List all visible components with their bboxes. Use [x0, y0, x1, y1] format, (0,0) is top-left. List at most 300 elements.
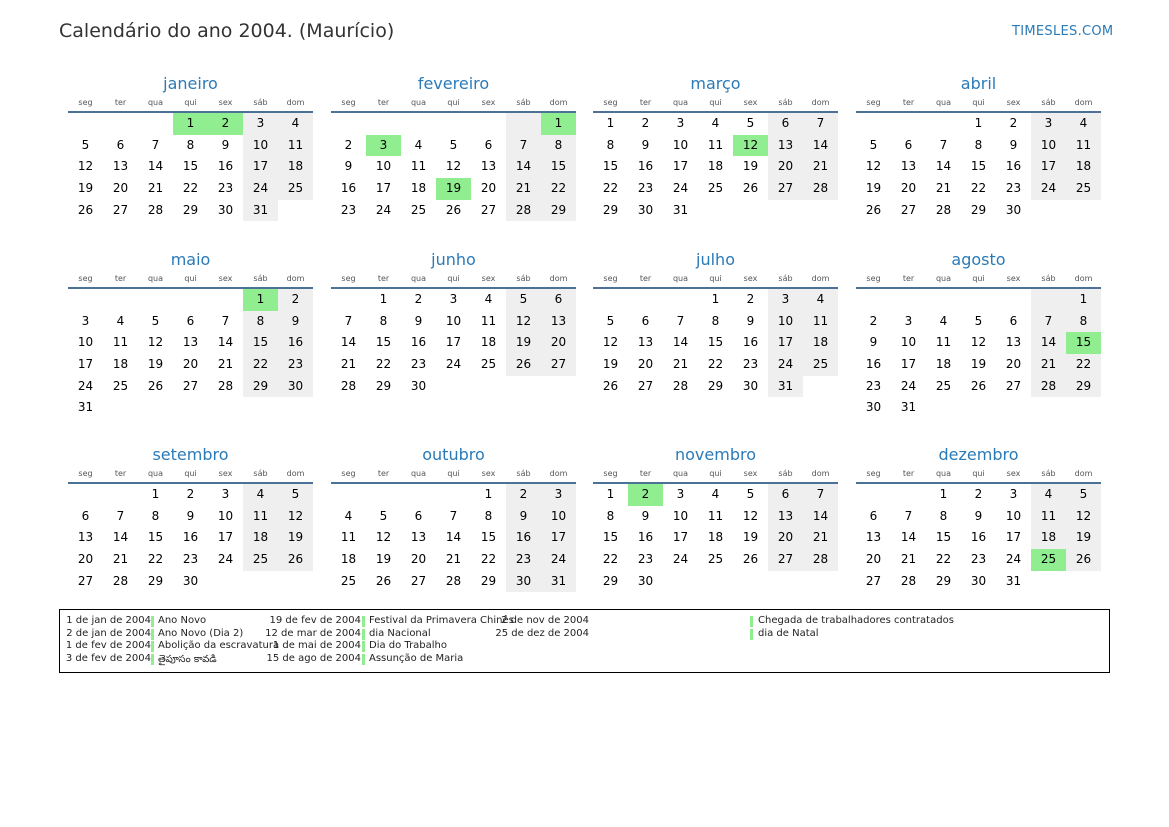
- day-cell[interactable]: 6: [768, 484, 803, 506]
- day-cell[interactable]: 6: [641, 313, 650, 328]
- day-cell[interactable]: 4: [278, 113, 313, 135]
- day-cell[interactable]: 27: [768, 549, 803, 571]
- day-cell[interactable]: 22: [541, 178, 576, 200]
- day-cell[interactable]: 13: [182, 335, 199, 350]
- day-cell[interactable]: 1: [151, 487, 160, 501]
- day-cell[interactable]: 11: [707, 508, 724, 523]
- day-cell[interactable]: 15: [480, 530, 497, 545]
- day-cell[interactable]: 9: [221, 137, 230, 152]
- day-cell[interactable]: 3: [676, 116, 685, 130]
- day-cell[interactable]: 1: [711, 292, 720, 306]
- day-cell[interactable]: 27: [77, 573, 94, 588]
- day-cell[interactable]: 5: [606, 313, 615, 328]
- day-cell[interactable]: 3: [449, 292, 458, 306]
- day-cell[interactable]: 7: [803, 113, 838, 135]
- day-cell[interactable]: 12: [278, 506, 313, 528]
- day-cell[interactable]: 9: [506, 506, 541, 528]
- day-cell[interactable]: 10: [445, 313, 462, 328]
- day-cell[interactable]: 27: [182, 378, 199, 393]
- day-cell[interactable]: 3: [904, 313, 913, 328]
- day-cell[interactable]: 26: [742, 552, 759, 567]
- day-cell[interactable]: 31: [900, 400, 917, 415]
- day-cell[interactable]: 23: [637, 181, 654, 196]
- day-cell[interactable]: 14: [803, 506, 838, 528]
- day-cell[interactable]: 17: [243, 156, 278, 178]
- day-cell[interactable]: 25: [112, 378, 129, 393]
- day-cell[interactable]: 26: [506, 354, 541, 376]
- day-cell[interactable]: 13: [637, 335, 654, 350]
- day-cell[interactable]: 4: [484, 292, 493, 306]
- day-cell[interactable]: 30: [637, 202, 654, 217]
- day-cell[interactable]: 6: [484, 137, 493, 152]
- day-cell[interactable]: 18: [480, 335, 497, 350]
- day-cell[interactable]: 2: [506, 484, 541, 506]
- day-cell[interactable]: 8: [606, 137, 615, 152]
- day-cell[interactable]: 2: [344, 137, 353, 152]
- day-cell[interactable]: 22: [182, 181, 199, 196]
- day-cell[interactable]: 26: [375, 573, 392, 588]
- day-cell[interactable]: 18: [1031, 527, 1066, 549]
- day-cell[interactable]: 22: [147, 552, 164, 567]
- day-cell[interactable]: 7: [151, 137, 160, 152]
- day-cell[interactable]: 9: [186, 508, 195, 523]
- day-cell[interactable]: 20: [900, 181, 917, 196]
- day-cell[interactable]: 5: [449, 137, 458, 152]
- day-cell[interactable]: 16: [865, 357, 882, 372]
- day-cell[interactable]: 28: [803, 549, 838, 571]
- day-cell[interactable]: 10: [672, 508, 689, 523]
- day-cell[interactable]: 18: [340, 552, 357, 567]
- day-cell[interactable]: 26: [77, 202, 94, 217]
- day-cell[interactable]: 28: [935, 202, 952, 217]
- day-cell[interactable]: 3: [366, 135, 401, 157]
- day-cell[interactable]: 18: [410, 181, 427, 196]
- day-cell[interactable]: 13: [865, 530, 882, 545]
- day-cell[interactable]: 29: [243, 376, 278, 398]
- day-cell[interactable]: 8: [974, 137, 983, 152]
- day-cell[interactable]: 5: [81, 137, 90, 152]
- day-cell[interactable]: 4: [116, 313, 125, 328]
- day-cell[interactable]: 15: [602, 530, 619, 545]
- day-cell[interactable]: 12: [147, 335, 164, 350]
- day-cell[interactable]: 28: [445, 573, 462, 588]
- day-cell[interactable]: 9: [869, 335, 878, 350]
- day-cell[interactable]: 17: [672, 530, 689, 545]
- day-cell[interactable]: 19: [436, 178, 471, 200]
- day-cell[interactable]: 17: [77, 357, 94, 372]
- day-cell[interactable]: 2: [746, 292, 755, 306]
- day-cell[interactable]: 12: [865, 159, 882, 174]
- day-cell[interactable]: 6: [541, 289, 576, 311]
- day-cell[interactable]: 7: [939, 137, 948, 152]
- day-cell[interactable]: 30: [970, 573, 987, 588]
- day-cell[interactable]: 5: [1066, 484, 1101, 506]
- day-cell[interactable]: 13: [410, 530, 427, 545]
- day-cell[interactable]: 11: [410, 159, 427, 174]
- day-cell[interactable]: 11: [935, 335, 952, 350]
- day-cell[interactable]: 19: [1066, 527, 1101, 549]
- day-cell[interactable]: 5: [506, 289, 541, 311]
- day-cell[interactable]: 1: [173, 113, 208, 135]
- day-cell[interactable]: 15: [935, 530, 952, 545]
- day-cell[interactable]: 22: [602, 181, 619, 196]
- day-cell[interactable]: 24: [375, 202, 392, 217]
- day-cell[interactable]: 15: [602, 159, 619, 174]
- day-cell[interactable]: 20: [768, 156, 803, 178]
- day-cell[interactable]: 13: [1005, 335, 1022, 350]
- day-cell[interactable]: 25: [480, 357, 497, 372]
- day-cell[interactable]: 23: [340, 202, 357, 217]
- day-cell[interactable]: 28: [217, 378, 234, 393]
- day-cell[interactable]: 3: [221, 487, 230, 501]
- day-cell[interactable]: 16: [637, 530, 654, 545]
- day-cell[interactable]: 13: [112, 159, 129, 174]
- day-cell[interactable]: 3: [1009, 487, 1018, 501]
- day-cell[interactable]: 23: [217, 181, 234, 196]
- day-cell[interactable]: 24: [77, 378, 94, 393]
- day-cell[interactable]: 6: [414, 508, 423, 523]
- day-cell[interactable]: 16: [278, 332, 313, 354]
- day-cell[interactable]: 24: [445, 357, 462, 372]
- day-cell[interactable]: 25: [707, 181, 724, 196]
- day-cell[interactable]: 1: [541, 113, 576, 135]
- day-cell[interactable]: 7: [1031, 311, 1066, 333]
- day-cell[interactable]: 25: [707, 552, 724, 567]
- day-cell[interactable]: 25: [340, 573, 357, 588]
- day-cell[interactable]: 2: [974, 487, 983, 501]
- day-cell[interactable]: 20: [768, 527, 803, 549]
- day-cell[interactable]: 8: [243, 311, 278, 333]
- day-cell[interactable]: 30: [637, 573, 654, 588]
- day-cell[interactable]: 25: [803, 354, 838, 376]
- day-cell[interactable]: 4: [344, 508, 353, 523]
- day-cell[interactable]: 23: [865, 378, 882, 393]
- day-cell[interactable]: 1: [484, 487, 493, 501]
- day-cell[interactable]: 11: [340, 530, 357, 545]
- day-cell[interactable]: 18: [112, 357, 129, 372]
- day-cell[interactable]: 6: [869, 508, 878, 523]
- day-cell[interactable]: 19: [147, 357, 164, 372]
- day-cell[interactable]: 4: [414, 137, 423, 152]
- day-cell[interactable]: 5: [746, 116, 755, 130]
- day-cell[interactable]: 22: [1066, 354, 1101, 376]
- day-cell[interactable]: 13: [768, 135, 803, 157]
- day-cell[interactable]: 8: [379, 313, 388, 328]
- day-cell[interactable]: 9: [641, 137, 650, 152]
- day-cell[interactable]: 11: [480, 313, 497, 328]
- day-cell[interactable]: 10: [77, 335, 94, 350]
- day-cell[interactable]: 15: [970, 159, 987, 174]
- day-cell[interactable]: 6: [116, 137, 125, 152]
- day-cell[interactable]: 13: [900, 159, 917, 174]
- day-cell[interactable]: 11: [1031, 506, 1066, 528]
- day-cell[interactable]: 21: [803, 156, 838, 178]
- day-cell[interactable]: 20: [410, 552, 427, 567]
- day-cell[interactable]: 28: [900, 573, 917, 588]
- day-cell[interactable]: 14: [1031, 332, 1066, 354]
- day-cell[interactable]: 7: [506, 135, 541, 157]
- day-cell[interactable]: 10: [900, 335, 917, 350]
- day-cell[interactable]: 11: [112, 335, 129, 350]
- day-cell[interactable]: 17: [445, 335, 462, 350]
- day-cell[interactable]: 28: [1031, 376, 1066, 398]
- day-cell[interactable]: 24: [672, 552, 689, 567]
- day-cell[interactable]: 16: [340, 181, 357, 196]
- day-cell[interactable]: 14: [340, 335, 357, 350]
- day-cell[interactable]: 14: [935, 159, 952, 174]
- day-cell[interactable]: 13: [768, 506, 803, 528]
- day-cell[interactable]: 21: [445, 552, 462, 567]
- day-cell[interactable]: 21: [112, 552, 129, 567]
- day-cell[interactable]: 12: [742, 508, 759, 523]
- day-cell[interactable]: 23: [506, 549, 541, 571]
- day-cell[interactable]: 11: [803, 311, 838, 333]
- day-cell[interactable]: 31: [77, 400, 94, 415]
- day-cell[interactable]: 15: [375, 335, 392, 350]
- day-cell[interactable]: 12: [602, 335, 619, 350]
- day-cell[interactable]: 18: [1066, 156, 1101, 178]
- day-cell[interactable]: 6: [1009, 313, 1018, 328]
- day-cell[interactable]: 19: [742, 159, 759, 174]
- day-cell[interactable]: 20: [637, 357, 654, 372]
- day-cell[interactable]: 26: [742, 181, 759, 196]
- day-cell[interactable]: 7: [449, 508, 458, 523]
- day-cell[interactable]: 23: [637, 552, 654, 567]
- day-cell[interactable]: 20: [865, 552, 882, 567]
- day-cell[interactable]: 3: [541, 484, 576, 506]
- day-cell[interactable]: 7: [904, 508, 913, 523]
- day-cell[interactable]: 29: [935, 573, 952, 588]
- day-cell[interactable]: 30: [278, 376, 313, 398]
- day-cell[interactable]: 22: [970, 181, 987, 196]
- day-cell[interactable]: 30: [506, 571, 541, 593]
- day-cell[interactable]: 29: [147, 573, 164, 588]
- day-cell[interactable]: 7: [803, 484, 838, 506]
- day-cell[interactable]: 16: [1005, 159, 1022, 174]
- day-cell[interactable]: 25: [1066, 178, 1101, 200]
- day-cell[interactable]: 25: [410, 202, 427, 217]
- day-cell[interactable]: 9: [641, 508, 650, 523]
- day-cell[interactable]: 14: [506, 156, 541, 178]
- day-cell[interactable]: 9: [344, 159, 353, 174]
- day-cell[interactable]: 14: [112, 530, 129, 545]
- day-cell[interactable]: 8: [541, 135, 576, 157]
- day-cell[interactable]: 8: [186, 137, 195, 152]
- day-cell[interactable]: 19: [865, 181, 882, 196]
- day-cell[interactable]: 3: [81, 313, 90, 328]
- day-cell[interactable]: 2: [414, 292, 423, 306]
- day-cell[interactable]: 5: [869, 137, 878, 152]
- day-cell[interactable]: 20: [77, 552, 94, 567]
- day-cell[interactable]: 23: [742, 357, 759, 372]
- day-cell[interactable]: 21: [147, 181, 164, 196]
- day-cell[interactable]: 23: [970, 552, 987, 567]
- day-cell[interactable]: 28: [112, 573, 129, 588]
- day-cell[interactable]: 21: [340, 357, 357, 372]
- day-cell[interactable]: 22: [707, 357, 724, 372]
- day-cell[interactable]: 25: [1031, 549, 1066, 571]
- day-cell[interactable]: 22: [243, 354, 278, 376]
- day-cell[interactable]: 30: [1005, 202, 1022, 217]
- day-cell[interactable]: 21: [672, 357, 689, 372]
- day-cell[interactable]: 13: [541, 311, 576, 333]
- day-cell[interactable]: 11: [707, 137, 724, 152]
- day-cell[interactable]: 10: [1031, 135, 1066, 157]
- day-cell[interactable]: 10: [672, 137, 689, 152]
- day-cell[interactable]: 12: [733, 135, 768, 157]
- day-cell[interactable]: 2: [278, 289, 313, 311]
- day-cell[interactable]: 18: [243, 527, 278, 549]
- day-cell[interactable]: 10: [768, 311, 803, 333]
- day-cell[interactable]: 21: [217, 357, 234, 372]
- day-cell[interactable]: 17: [1031, 156, 1066, 178]
- day-cell[interactable]: 3: [676, 487, 685, 501]
- day-cell[interactable]: 1: [606, 116, 615, 130]
- day-cell[interactable]: 30: [742, 378, 759, 393]
- day-cell[interactable]: 15: [707, 335, 724, 350]
- day-cell[interactable]: 31: [768, 376, 803, 398]
- day-cell[interactable]: 18: [707, 159, 724, 174]
- day-cell[interactable]: 24: [541, 549, 576, 571]
- day-cell[interactable]: 26: [147, 378, 164, 393]
- day-cell[interactable]: 19: [602, 357, 619, 372]
- day-cell[interactable]: 16: [970, 530, 987, 545]
- day-cell[interactable]: 22: [480, 552, 497, 567]
- day-cell[interactable]: 6: [186, 313, 195, 328]
- day-cell[interactable]: 16: [182, 530, 199, 545]
- day-cell[interactable]: 31: [243, 200, 278, 222]
- day-cell[interactable]: 21: [803, 527, 838, 549]
- day-cell[interactable]: 15: [182, 159, 199, 174]
- day-cell[interactable]: 14: [900, 530, 917, 545]
- day-cell[interactable]: 17: [217, 530, 234, 545]
- day-cell[interactable]: 26: [1066, 549, 1101, 571]
- day-cell[interactable]: 16: [637, 159, 654, 174]
- day-cell[interactable]: 18: [935, 357, 952, 372]
- day-cell[interactable]: 8: [711, 313, 720, 328]
- day-cell[interactable]: 10: [541, 506, 576, 528]
- day-cell[interactable]: 29: [602, 573, 619, 588]
- day-cell[interactable]: 12: [970, 335, 987, 350]
- day-cell[interactable]: 27: [637, 378, 654, 393]
- day-cell[interactable]: 28: [672, 378, 689, 393]
- day-cell[interactable]: 5: [278, 484, 313, 506]
- day-cell[interactable]: 17: [672, 159, 689, 174]
- day-cell[interactable]: 17: [541, 527, 576, 549]
- day-cell[interactable]: 6: [904, 137, 913, 152]
- day-cell[interactable]: 12: [77, 159, 94, 174]
- day-cell[interactable]: 27: [900, 202, 917, 217]
- day-cell[interactable]: 8: [606, 508, 615, 523]
- day-cell[interactable]: 29: [707, 378, 724, 393]
- day-cell[interactable]: 21: [935, 181, 952, 196]
- day-cell[interactable]: 7: [221, 313, 230, 328]
- day-cell[interactable]: 31: [1005, 573, 1022, 588]
- day-cell[interactable]: 4: [803, 289, 838, 311]
- day-cell[interactable]: 2: [628, 484, 663, 506]
- day-cell[interactable]: 28: [340, 378, 357, 393]
- day-cell[interactable]: 16: [217, 159, 234, 174]
- day-cell[interactable]: 19: [278, 527, 313, 549]
- day-cell[interactable]: 27: [865, 573, 882, 588]
- day-cell[interactable]: 9: [278, 311, 313, 333]
- day-cell[interactable]: 24: [243, 178, 278, 200]
- day-cell[interactable]: 14: [445, 530, 462, 545]
- day-cell[interactable]: 20: [541, 332, 576, 354]
- day-cell[interactable]: 8: [939, 508, 948, 523]
- day-cell[interactable]: 29: [602, 202, 619, 217]
- day-cell[interactable]: 11: [278, 135, 313, 157]
- day-cell[interactable]: 15: [243, 332, 278, 354]
- day-cell[interactable]: 4: [1066, 113, 1101, 135]
- day-cell[interactable]: 27: [768, 178, 803, 200]
- day-cell[interactable]: 6: [768, 113, 803, 135]
- day-cell[interactable]: 24: [1031, 178, 1066, 200]
- day-cell[interactable]: 11: [243, 506, 278, 528]
- day-cell[interactable]: 17: [900, 357, 917, 372]
- day-cell[interactable]: 24: [768, 354, 803, 376]
- day-cell[interactable]: 26: [278, 549, 313, 571]
- day-cell[interactable]: 12: [1066, 506, 1101, 528]
- day-cell[interactable]: 14: [803, 135, 838, 157]
- day-cell[interactable]: 22: [375, 357, 392, 372]
- day-cell[interactable]: 7: [116, 508, 125, 523]
- day-cell[interactable]: 24: [217, 552, 234, 567]
- day-cell[interactable]: 4: [243, 484, 278, 506]
- day-cell[interactable]: 19: [506, 332, 541, 354]
- day-cell[interactable]: 29: [541, 200, 576, 222]
- day-cell[interactable]: 19: [77, 181, 94, 196]
- day-cell[interactable]: 2: [641, 116, 650, 130]
- day-cell[interactable]: 25: [935, 378, 952, 393]
- day-cell[interactable]: 1: [379, 292, 388, 306]
- day-cell[interactable]: 30: [182, 573, 199, 588]
- day-cell[interactable]: 15: [541, 156, 576, 178]
- day-cell[interactable]: 24: [672, 181, 689, 196]
- day-cell[interactable]: 15: [147, 530, 164, 545]
- day-cell[interactable]: 8: [1066, 311, 1101, 333]
- day-cell[interactable]: 19: [970, 357, 987, 372]
- day-cell[interactable]: 26: [602, 378, 619, 393]
- day-cell[interactable]: 2: [208, 113, 243, 135]
- day-cell[interactable]: 16: [410, 335, 427, 350]
- day-cell[interactable]: 29: [480, 573, 497, 588]
- day-cell[interactable]: 12: [506, 311, 541, 333]
- day-cell[interactable]: 28: [506, 200, 541, 222]
- day-cell[interactable]: 31: [672, 202, 689, 217]
- day-cell[interactable]: 28: [147, 202, 164, 217]
- day-cell[interactable]: 2: [186, 487, 195, 501]
- day-cell[interactable]: 17: [1005, 530, 1022, 545]
- day-cell[interactable]: 9: [1009, 137, 1018, 152]
- day-cell[interactable]: 30: [865, 400, 882, 415]
- day-cell[interactable]: 1: [1066, 289, 1101, 311]
- day-cell[interactable]: 22: [602, 552, 619, 567]
- day-cell[interactable]: 6: [81, 508, 90, 523]
- day-cell[interactable]: 24: [900, 378, 917, 393]
- day-cell[interactable]: 1: [606, 487, 615, 501]
- day-cell[interactable]: 29: [182, 202, 199, 217]
- day-cell[interactable]: 26: [865, 202, 882, 217]
- day-cell[interactable]: 11: [1066, 135, 1101, 157]
- day-cell[interactable]: 8: [484, 508, 493, 523]
- day-cell[interactable]: 27: [480, 202, 497, 217]
- day-cell[interactable]: 9: [746, 313, 755, 328]
- day-cell[interactable]: 4: [1031, 484, 1066, 506]
- day-cell[interactable]: 27: [541, 354, 576, 376]
- day-cell[interactable]: 21: [900, 552, 917, 567]
- day-cell[interactable]: 27: [1005, 378, 1022, 393]
